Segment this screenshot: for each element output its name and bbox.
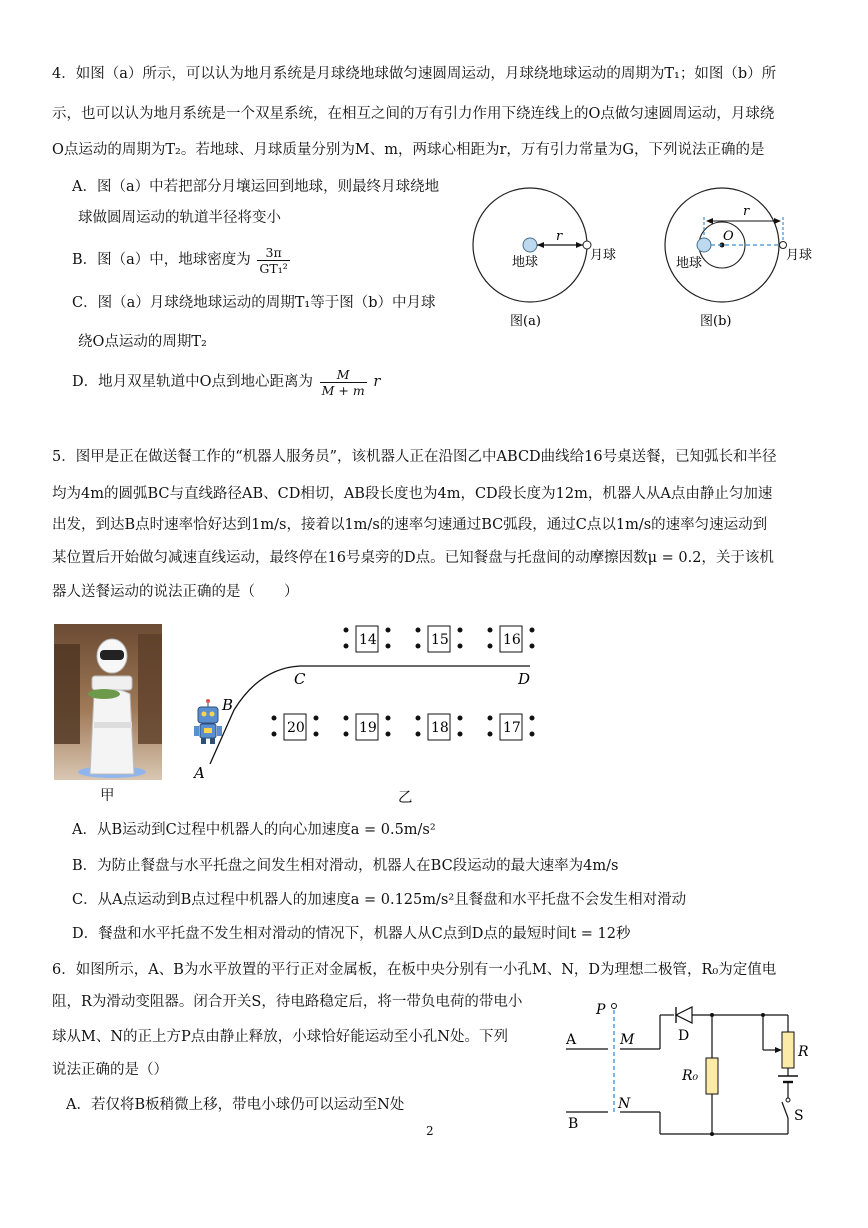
rheostat-r [782,1032,794,1068]
fig-b-earth [697,238,711,252]
label-n: N [618,1096,631,1112]
fig-a-caption: 图(a) [510,314,541,329]
fig-b-r-label: r [743,204,750,219]
fig-b-arrow-left [706,218,713,224]
fig-b-arrow-right [774,218,781,224]
page-number: 2 [426,1124,434,1138]
label-r: R [798,1044,809,1060]
path-diagram [180,614,560,788]
table-19 [344,714,391,740]
table-18 [416,714,463,740]
junction-bottom [710,1132,714,1136]
photo-label: 甲 [100,788,115,804]
fig-a-earth [523,238,537,252]
table-18-number: 18 [431,720,449,736]
q4-option-c-line-2: 绕O点运动的周期T₂ [78,334,207,350]
q4-option-b [72,238,292,282]
label-m: M [620,1032,635,1048]
q5-option-c: C．从A点运动到B点过程中机器人的加速度a = 0.125m/s²且餐盘和水平托盘不会发生相对滑动 [72,892,687,908]
table-17 [488,714,535,740]
table-19-number: 19 [359,720,377,736]
fig-a-r-label: r [556,229,563,244]
q4-option-d-denominator: M + m [321,382,365,398]
q4-option-d-text: D．地月双星轨道中O点到地心距离为 [72,374,314,390]
q6-stem-line-1: 6．如图所示，A、B为水平放置的平行正对金属板，在板中央分别有一小孔M、N，D为理想二极管，R₀为定值电 [52,962,777,978]
slider-arrow-head [775,1047,782,1053]
q5-stem-line-2: 均为4m的圆弧BC与直线路径AB、CD相切，AB段长度也为4m，CD段长度为12m，机器人从A点由静止匀加速 [52,486,773,502]
robot-icon [194,699,222,744]
point-c: C [294,670,306,688]
label-d: D [678,1028,690,1044]
diode-symbol [676,1007,692,1023]
table-14-number: 14 [359,632,377,648]
table-14 [344,626,391,652]
q5-stem-line-1: 5．图甲是正在做送餐工作的“机器人服务员”，该机器人正在沿图乙中ABCD曲线给16号桌送餐，已知弧长和半径 [52,449,777,465]
q6-stem-line-4: 说法正确的是（） [52,1062,168,1078]
q5-stem-line-3: 出发，到达B点时速率恰好达到1m/s，接着以1m/s的速率匀速通过BC弧段，通过C点以1m/s的速率匀速运动到 [52,517,768,533]
q5-stem-line-5: 器人送餐运动的说法正确的是（ ） [52,584,299,600]
fig-a-moon-label: 月球 [590,248,617,263]
robot-photo [54,624,162,780]
q5-option-a: A．从B运动到C过程中机器人的向心加速度a = 0.5m/s² [72,822,436,838]
q4-option-a-line-2: 球做圆周运动的轨道半径将变小 [78,210,281,226]
switch-lever [782,1102,788,1118]
table-20-number: 20 [287,720,305,736]
fig-a-arrow-right [576,242,583,248]
diagram-label: 乙 [398,790,413,806]
q4-option-d [72,360,380,404]
table-17-number: 17 [503,720,521,736]
q4-stem-line-1: 4．如图（a）所示，可以认为地月系统是月球绕地球做匀速圆周运动，月球绕地球运动的周期为T₁；如图（b）所 [52,66,777,82]
q4-option-b-denominator: GT₁² [259,260,288,276]
fig-a-arrow-left [537,242,544,248]
fig-b-moon-label: 月球 [786,248,813,263]
label-a: A [566,1032,577,1048]
q6-stem-line-3: 球从M、N的正上方P点由静止释放，小球恰好能运动至小孔N处。下列 [52,1029,508,1045]
point-a: A [194,764,205,782]
q6-stem-line-2: 阻，R为滑动变阻器。闭合开关S，待电路稳定后，将一带负电荷的带电小 [52,994,523,1010]
q5-option-b: B．为防止餐盘与水平托盘之间发生相对滑动，机器人在BC段运动的最大速率为4m/s [72,858,619,874]
q4-option-d-numerator: M [320,367,367,383]
q4-stem-line-3: O点运动的周期为T₂。若地球、月球质量分别为M、m，两球心相距为r，万有引力常量为G，下列说法正确的是 [52,142,765,158]
label-s: S [794,1108,804,1124]
table-20 [272,714,319,740]
q4-option-a-line-1: A．图（a）中若把部分月壤运回到地球，则最终月球绕地 [72,179,440,195]
q6-option-a: A．若仅将B板稍微上移，带电小球仍可以运动至N处 [66,1097,405,1113]
resistor-r0 [706,1058,718,1094]
switch-contact-top [786,1098,790,1102]
q4-option-b-text: B．图（a）中，地球密度为 [72,252,251,268]
fig-b-earth-label: 地球 [676,256,703,271]
q4-option-b-fraction [257,245,289,276]
q4-option-d-fraction [320,367,367,398]
table-15-number: 15 [431,632,449,648]
fig-a-earth-label: 地球 [512,255,539,270]
circuit-diagram [560,996,820,1136]
q4-option-c-line-1: C．图（a）月球绕地球运动的周期T₁等于图（b）中月球 [72,295,436,311]
q5-stem-line-4: 某位置后开始做匀减速直线运动，最终停在16号桌旁的D点。已知餐盘与托盘间的动摩擦因数μ = 0.2，关于该机 [52,550,774,566]
table-16 [488,626,535,652]
label-b: B [568,1116,579,1132]
q4-option-b-numerator: 3π [257,245,289,261]
point-p [612,1004,617,1009]
table-15 [416,626,463,652]
q4-stem-line-2: 示，也可以认为地月系统是一个双星系统，在相互之间的万有引力作用下绕连线上的O点做匀速圆周运动，月球绕 [52,106,775,122]
label-p: P [596,1002,606,1018]
point-b: B [222,696,234,714]
fig-b-o-label: O [723,229,734,244]
q4-option-d-suffix: r [373,374,381,390]
q5-option-d: D．餐盘和水平托盘不发生相对滑动的情况下，机器人从C点到D点的最短时间t = 12秒 [72,926,631,942]
fig-b-caption: 图(b) [700,314,732,329]
table-16-number: 16 [503,632,521,648]
q4-orbit-figure [460,175,840,335]
label-r0: R₀ [682,1068,699,1084]
point-d: D [518,670,531,688]
